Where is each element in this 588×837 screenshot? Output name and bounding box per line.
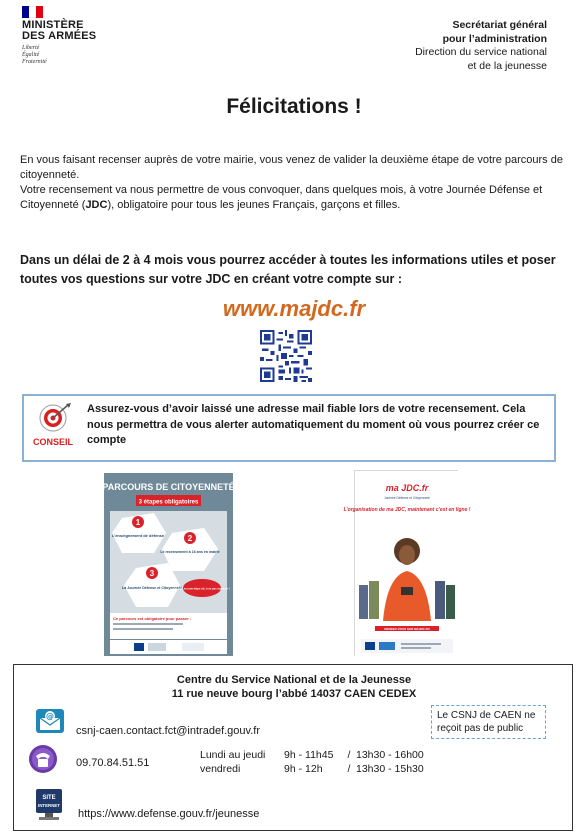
office-line-2: pour l’administration: [442, 32, 547, 45]
website-icon: [35, 789, 63, 823]
email-icon: [36, 709, 64, 733]
hours-days: vendredi: [200, 763, 241, 775]
delay-notice: Dans un délai de 2 à 4 mois vous pourrez accéder à toutes les informations utiles et poser toutes vos questions sur votre JDC en créant votre compte sur :: [20, 253, 556, 286]
intro-p2-part-2: ), obligatoire pour tous les jeunes Français, garçons et filles.: [107, 199, 401, 211]
jdc-abbr: JDC: [85, 199, 108, 211]
step3-label: La Journée Défense et Citoyenneté: [122, 586, 182, 590]
poster2-headline: L’organisation de ma JDC, maintenant c’est en ligne !: [343, 507, 471, 513]
page-header: [0, 0, 588, 84]
hours-days: Lundi au jeudi: [200, 749, 266, 761]
republic-motto: [22, 45, 47, 66]
poster1-bubble: La JDC est une étape clé, à ne pas manquer !: [174, 587, 230, 591]
french-flag-icon: [22, 6, 43, 18]
step1-number: 1: [135, 518, 141, 527]
intro-paragraph-1: En vous faisant recenser auprès de votre mairie, vous venez de valider la deuxième étape de votre parcours de citoyenneté.: [20, 154, 563, 181]
page-title: Félicitations !: [226, 95, 362, 118]
hours-separator: /: [347, 749, 351, 761]
target-icon: [30, 402, 76, 452]
hours-afternoon: 13h30 - 16h00: [356, 749, 424, 761]
center-address-block: [14, 673, 574, 701]
poster2-subtitle: Journée Défense et Citoyenneté: [384, 496, 430, 500]
ministry-line-1: MINISTÈRE: [22, 19, 84, 31]
office-line-3: Direction du service national: [415, 46, 547, 58]
poster1-title: PARCOURS DE CITOYENNETÉ: [102, 482, 235, 492]
qr-code-icon[interactable]: [260, 330, 312, 382]
no-public-notice: Le CSNJ de CAEN ne reçoit pas de public: [431, 705, 546, 739]
majdc-poster: [343, 470, 471, 656]
hours-row: [200, 748, 424, 762]
hours-morning: 9h - 12h: [284, 763, 323, 775]
intro-p2-part-1: Votre recensement va nous permettre de vous convoquer, dans quelques mois, à votre Journée Défense et Citoyenneté (: [20, 184, 543, 211]
hours-separator: /: [347, 763, 351, 775]
conseil-label: CONSEIL: [32, 437, 74, 447]
intro-text: [20, 153, 565, 213]
contact-box: [13, 664, 573, 831]
motto-line-3: Fraternité: [22, 59, 47, 65]
majdc-illustration: [343, 471, 471, 657]
poster2-cta: RENDEZ-VOUS SUR MAJDC.FR: [384, 626, 430, 631]
ministry-name: [22, 20, 96, 42]
office-line-1: Secrétariat général: [452, 19, 547, 31]
poster1-subtitle: 3 étapes obligatoires: [138, 499, 199, 506]
intro-paragraph-2: [20, 183, 565, 213]
majdc-link[interactable]: www.majdc.fr: [222, 296, 366, 321]
step2-label: Le recensement à 16 ans en mairie: [160, 550, 220, 554]
motto-line-1: Liberté: [22, 45, 40, 51]
site-icon-label-1: SITE: [42, 795, 56, 801]
motto-line-2: Égalité: [22, 52, 40, 58]
center-name: Centre du Service National et de la Jeunesse: [176, 674, 412, 686]
citizenship-path-illustration: [104, 473, 233, 656]
phone-number[interactable]: 09.70.84.51.51: [76, 757, 150, 769]
step1-label: L’enseignement de défense: [111, 533, 165, 538]
email-address[interactable]: csnj-caen.contact.fct@intradef.gouv.fr: [76, 725, 260, 737]
hours-afternoon: 13h30 - 15h30: [356, 763, 424, 775]
step3-number: 3: [149, 569, 155, 578]
majdc-logo: ma JDC.fr: [385, 483, 429, 493]
hours-row: [200, 762, 424, 776]
advice-text: Assurez-vous d’avoir laissé une adresse mail fiable lors de votre recensement. Cela nous permettra de vous alerter automatiquement du moment où vous pourrez créer ce compte: [87, 403, 540, 446]
phone-icon: [28, 744, 58, 774]
svg-text:@: @: [46, 712, 54, 721]
advice-box: [22, 394, 556, 462]
ministry-line-2: DES ARMÉES: [22, 30, 97, 42]
citizenship-path-poster: [104, 473, 233, 656]
hours-morning: 9h - 11h45: [284, 749, 334, 761]
issuing-office: [415, 19, 547, 73]
site-icon-label-2: INTERNET: [38, 803, 60, 808]
opening-hours: [200, 748, 424, 776]
step2-number: 2: [187, 534, 193, 543]
office-line-4: et de la jeunesse: [467, 59, 547, 72]
poster1-footer-text: Ce parcours est obligatoire pour passer :: [113, 616, 192, 621]
center-address: 11 rue neuve bourg l’abbé 14037 CAEN CEDEX: [171, 688, 417, 700]
website-url[interactable]: https://www.defense.gouv.fr/jeunesse: [78, 808, 260, 820]
